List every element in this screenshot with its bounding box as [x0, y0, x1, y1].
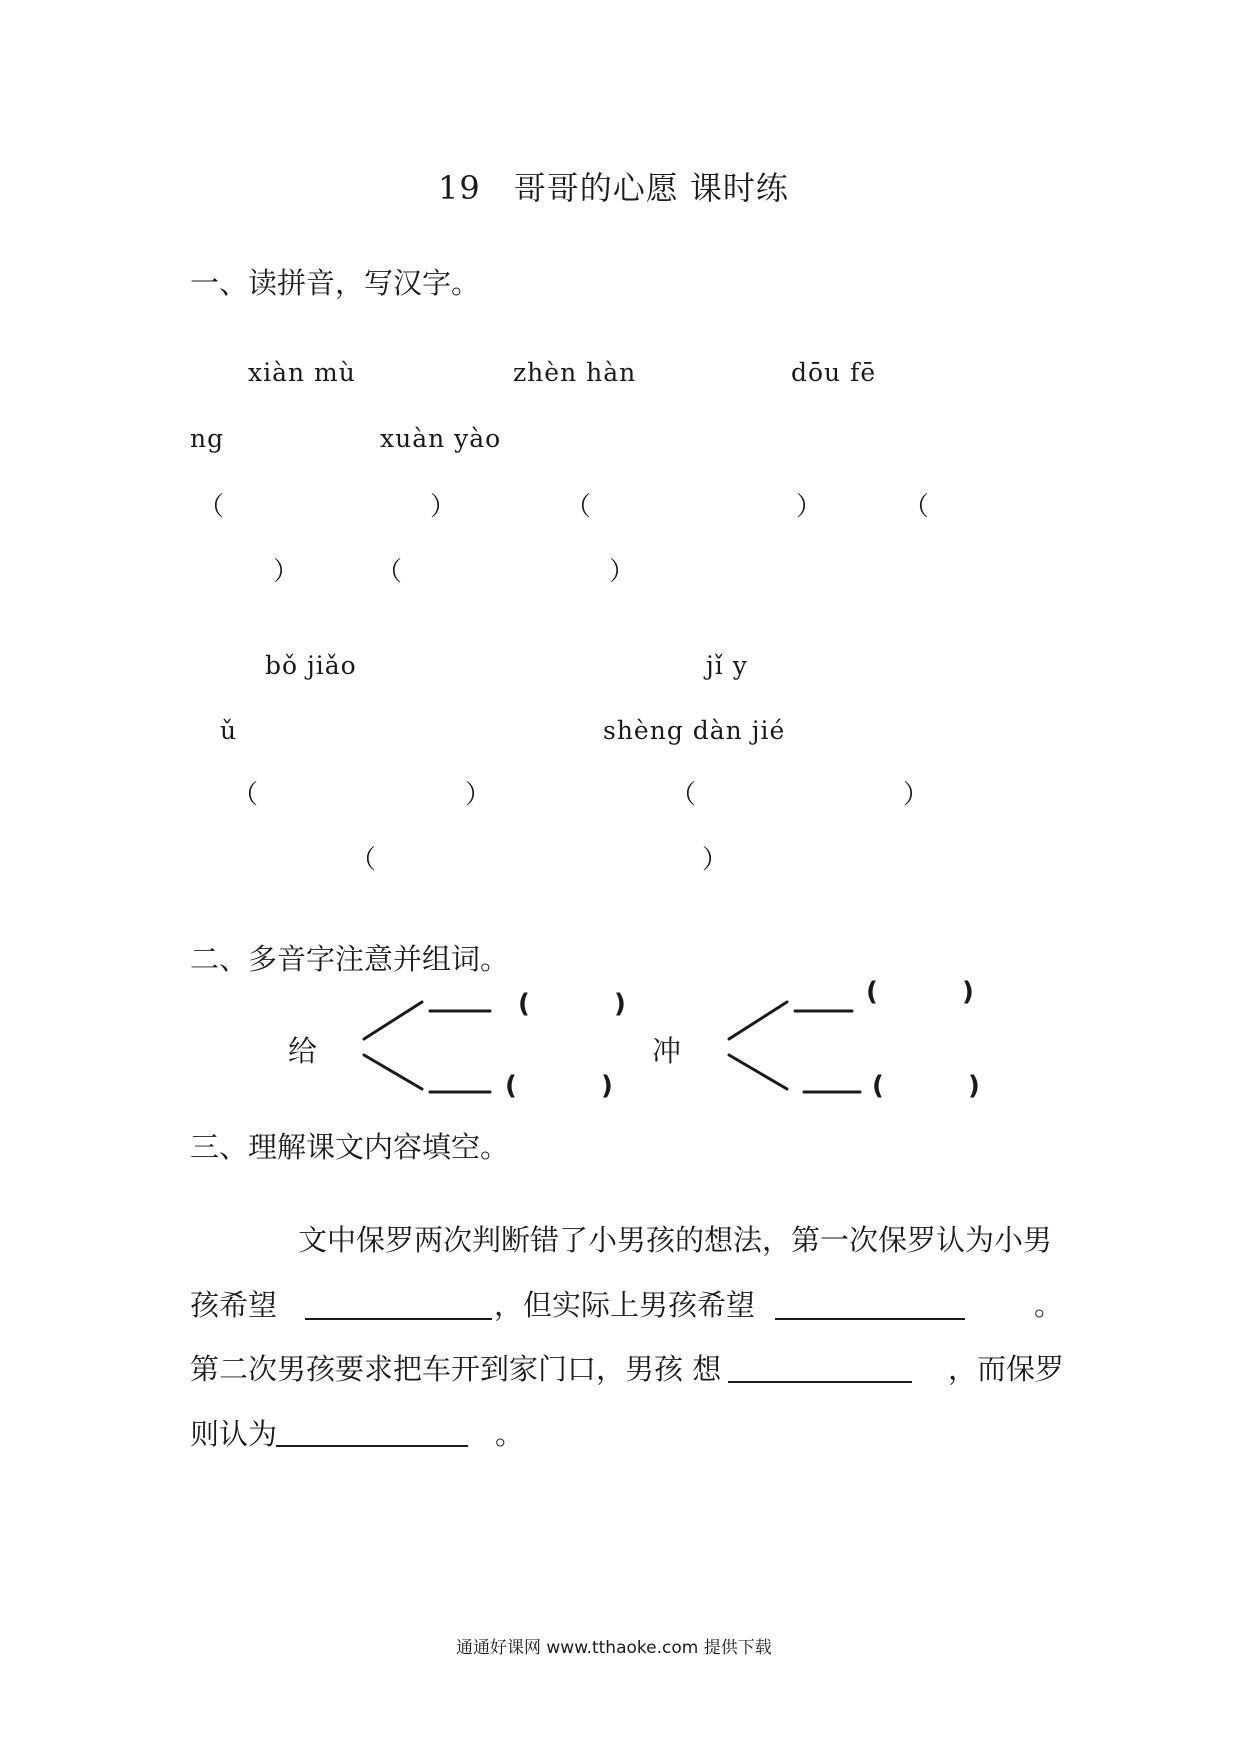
answer-paren-close: ） — [273, 557, 300, 587]
pinyin-6: jǐ y — [706, 651, 748, 680]
section-2-heading: 二、多音字注意并组词。 — [190, 942, 510, 976]
word-paren-open: ( — [872, 1071, 884, 1101]
paragraph-line-3a: 第二次男孩要求把车开到家门口，男孩 想 — [190, 1352, 722, 1386]
answer-paren-close: ） — [796, 492, 823, 522]
fill-blank-3[interactable] — [728, 1353, 912, 1383]
polyphone-char-2: 冲 — [652, 1034, 682, 1068]
answer-paren-close: ） — [609, 557, 636, 587]
footer-credit: 通通好课网 www.tthaoke.com 提供下载 — [456, 1638, 772, 1658]
answer-paren-open: （ — [565, 492, 592, 522]
page-title: 19 哥哥的心愿 课时练 — [438, 169, 789, 207]
fill-blank-2[interactable] — [775, 1290, 965, 1320]
paragraph-line-3b: ，而保罗 — [948, 1352, 1065, 1386]
polyphone-char-1: 给 — [288, 1034, 318, 1068]
pinyin-3: dōu fē — [791, 358, 877, 387]
answer-paren-close: ） — [702, 845, 729, 875]
word-paren-close: ) — [968, 1071, 980, 1101]
pinyin-6-cont: ǔ — [220, 716, 238, 745]
answer-paren-open: （ — [670, 780, 697, 810]
pinyin-5: bǒ jiǎo — [265, 651, 357, 680]
section-3-heading: 三、理解课文内容填空。 — [190, 1130, 510, 1164]
paragraph-line-2a: 孩希望 — [190, 1288, 278, 1322]
answer-paren-open: （ — [376, 557, 403, 587]
answer-paren-open: （ — [198, 492, 225, 522]
answer-paren-open: （ — [903, 492, 930, 522]
word-paren-close: ) — [962, 977, 974, 1007]
paragraph-line-4a: 则认为 — [190, 1417, 278, 1451]
fill-blank-4[interactable] — [276, 1417, 468, 1447]
paragraph-line-2b: ，但实际上男孩希望 — [494, 1288, 756, 1322]
fill-blank-1[interactable] — [305, 1290, 492, 1320]
word-paren-close: ) — [601, 1071, 613, 1101]
answer-paren-close: ） — [430, 492, 457, 522]
pinyin-4: xuàn yào — [380, 424, 502, 453]
pinyin-1: xiàn mù — [248, 358, 356, 387]
paragraph-line-4b: 。 — [495, 1417, 525, 1451]
pinyin-2: zhèn hàn — [513, 358, 637, 387]
pinyin-3-cont: ng — [190, 424, 225, 453]
word-paren-close: ) — [614, 989, 626, 1019]
word-paren-open: ( — [518, 989, 530, 1019]
answer-paren-open: （ — [350, 845, 377, 875]
paragraph-line-2c: 。 — [1034, 1288, 1064, 1322]
answer-paren-open: （ — [232, 780, 259, 810]
section-1-heading: 一、读拼音，写汉字。 — [190, 266, 481, 300]
paragraph-line-1: 文中保罗两次判断错了小男孩的想法，第一次保罗认为小男 — [298, 1223, 1053, 1257]
word-paren-open: ( — [866, 977, 878, 1007]
word-paren-open: ( — [505, 1071, 517, 1101]
pinyin-7: shèng dàn jié — [603, 716, 786, 745]
answer-paren-close: ） — [465, 780, 492, 810]
answer-paren-close: ） — [903, 780, 930, 810]
